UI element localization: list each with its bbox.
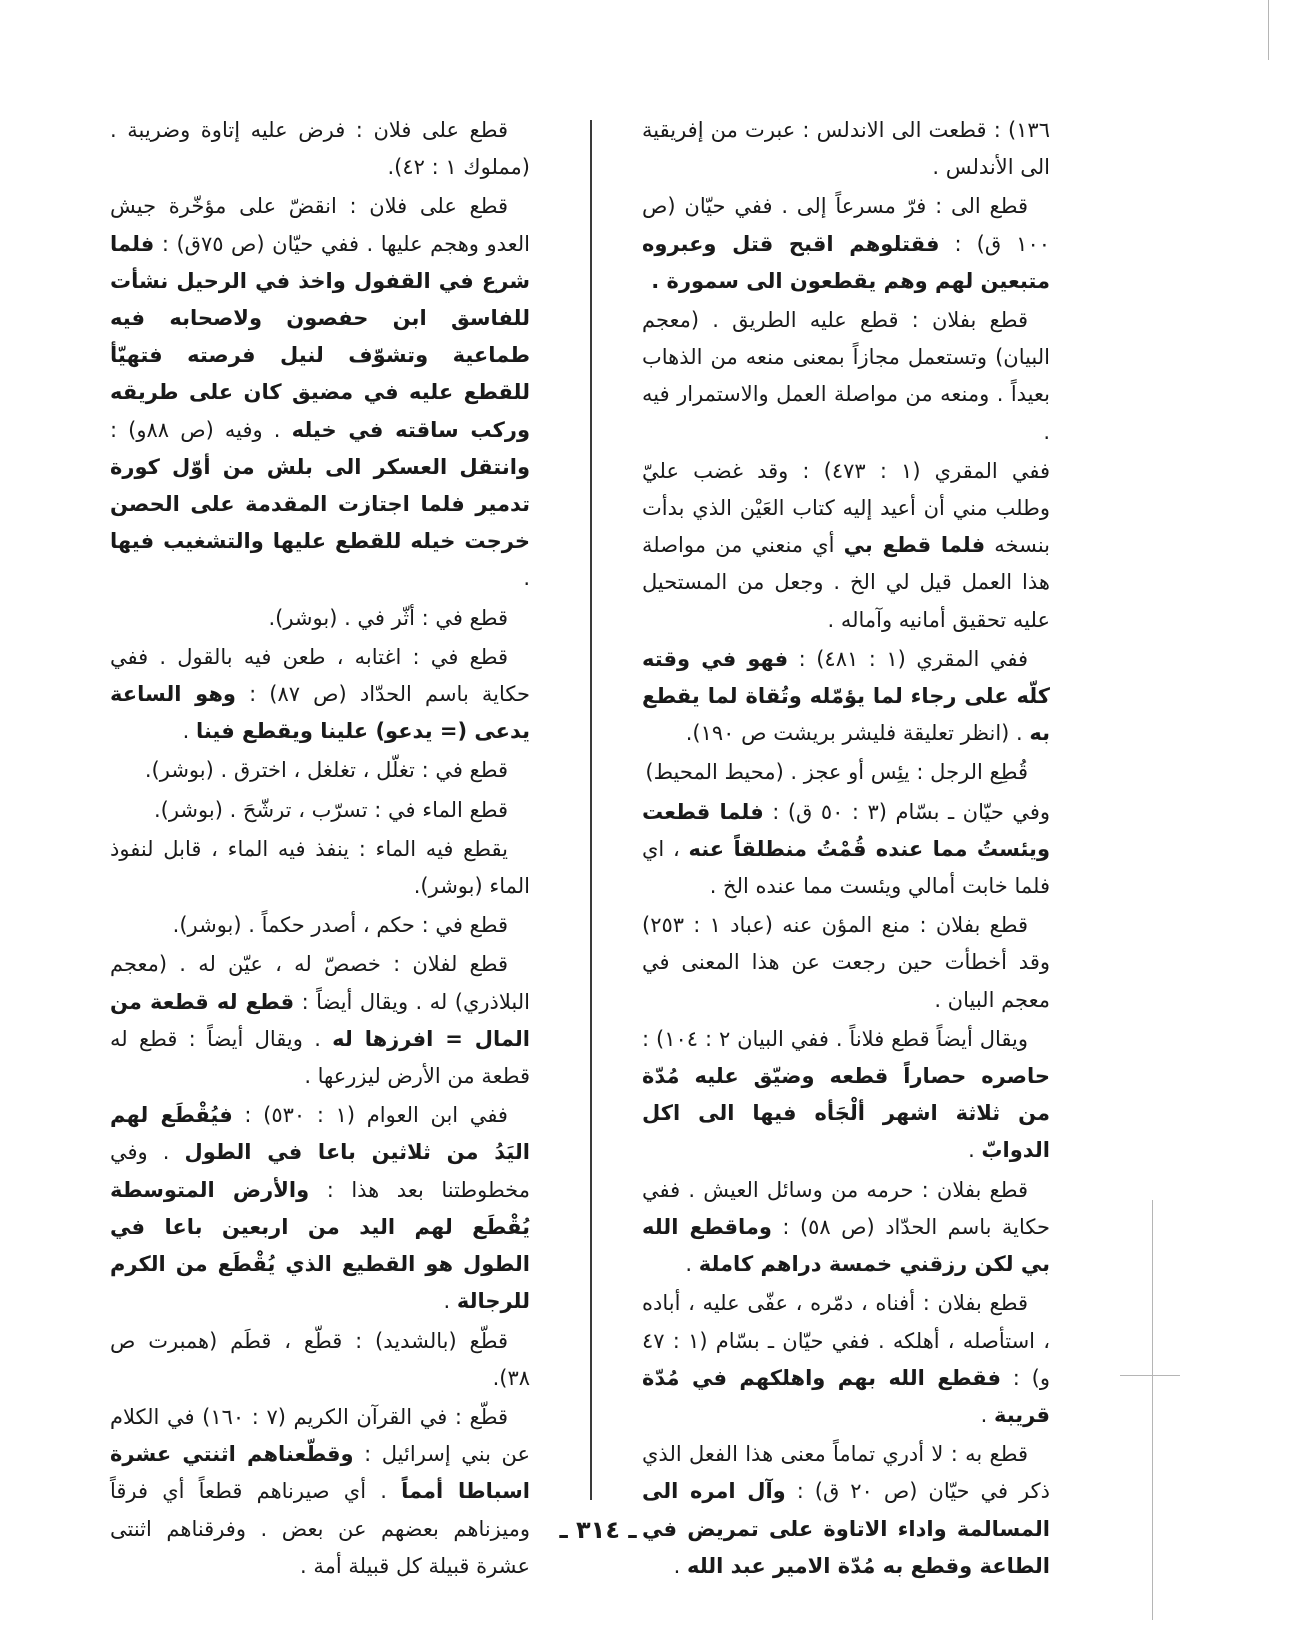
body-text: قطّع (بالشديد) : قطّع ، قطَم (همبرت ص ٣٨). — [110, 1328, 530, 1390]
body-text: قطع به : لا أدري تماماً معنى هذا الفعل الذي ذكر في حيّان (ص ٢٠ ق) : — [642, 1442, 1050, 1504]
body-text: وفي حيّان ـ بسّام (٣ : ٥٠ ق) : — [763, 799, 1050, 824]
paragraph — [110, 907, 530, 944]
paragraph — [110, 112, 530, 186]
paragraph — [642, 754, 1050, 791]
body-text: . أي صيرناهم قطعاً أي فرقاً وميزناهم بعضهم عن بعض . وفرقناهم اثنتى عشرة قبيلة كل قبيلة أمة . — [110, 1479, 530, 1578]
quoted-text: فلما شرع في القفول واخذ في الرحيل نشأت للفاسق ابن حفصون ولاصحابه فيه طماعية وتشوّف لنيل فرصته فتهيّأ للقطع عليه في مضيق كان على طريقه وركب ساقته في خيله — [110, 231, 531, 442]
paragraph — [642, 1436, 1050, 1585]
body-text: . ويقال أيضاً : قطع له قطعة من الأرض ليزرعها . — [110, 1026, 530, 1089]
body-text: قطع على فلان : فرض عليه إتاوة وضريبة . (مملوك ١ : ٤٢). — [110, 118, 530, 180]
quoted-text: فلما قطعت ويئستُ مما عنده قُمْتُ منطلقاً عنه — [642, 799, 1050, 861]
body-text: قطع في : اغتابه ، طعن فيه بالقول . ففي حكاية باسم الحدّاد (ص ٨٧) : — [110, 644, 530, 707]
body-text: . — [685, 1252, 699, 1277]
body-text: قطع في : أثّر في . (بوشر). — [268, 605, 508, 630]
paragraph — [110, 831, 530, 905]
paragraph — [110, 188, 530, 597]
paragraph — [642, 794, 1050, 906]
body-text: قطع الماء في : تسرّب ، ترشّحَ . (بوشر). — [153, 797, 508, 822]
body-text: . — [443, 1289, 457, 1314]
body-text: . (انظر تعليقة فليشر بريشت ص ١٩٠). — [685, 721, 1030, 746]
paragraph — [642, 907, 1050, 1019]
quoted-text: وهو الساعة يدعى (= يدعو) علينا ويقطع فينا — [110, 682, 530, 744]
paragraph — [110, 946, 530, 1095]
paragraph — [642, 188, 1050, 300]
body-text: قطّع : في القرآن الكريم (٧ : ١٦٠) في الكلام عن بني إسرائيل : — [110, 1404, 530, 1467]
quoted-text: وقطّعناهم اثنتي عشرة اسباطا أمماً — [110, 1442, 530, 1504]
body-text: قطع في : حكم ، أصدر حكماً . (بوشر). — [172, 913, 508, 938]
body-text: . وفي مخطوطتنا بعد هذا : — [110, 1140, 530, 1202]
body-text: ففي ابن العوام (١ : ٥٣٠) : — [232, 1103, 508, 1128]
body-text: قطع بفلان : منع المؤن عنه (عباد ١ : ٢٥٣) وقد أخطأت حين رجعت عن هذا المعنى في معجم البيان . — [642, 913, 1050, 1012]
body-text: قُطِع الرجل : يئِس أو عجز . (محيط المحيط) — [645, 760, 1028, 785]
body-text: يقطع فيه الماء : ينفذ فيه الماء ، قابل لنفوذ الماء (بوشر). — [110, 836, 530, 899]
body-text: . — [968, 1138, 982, 1163]
paragraph — [642, 1021, 1050, 1170]
quoted-text: وماقطع الله بي لكن رزقني خمسة دراهم كاملة — [642, 1214, 1050, 1277]
scan-edge-mark — [1120, 1375, 1180, 1376]
body-text: ويقال أيضاً قطع فلاناً . ففي البيان ٢ : ١٠٤) : — [642, 1026, 1028, 1051]
column-divider — [590, 120, 592, 1500]
quoted-text: حاصره حصاراً قطعه وضيّق عليه مُدّة من ثلاثة اشهر ألْجَأه فيها الى اكل الدوابّ — [642, 1064, 1050, 1163]
quoted-text: وانتقل العسكر الى بلش من أوّل كورة تدمير فلما اجتازت المقدمة على الحصن خرجت خيله للقطع عليها والتشغيب فيها — [110, 454, 530, 554]
right-column — [642, 112, 1050, 1587]
paragraph — [110, 1097, 530, 1320]
body-text: قطع الى : فرّ مسرعاً إلى . ففي حيّان (ص ١٠٠ ق) : — [642, 194, 1051, 256]
paragraph — [642, 302, 1050, 451]
body-text: . — [980, 1402, 994, 1427]
paragraph — [110, 792, 530, 829]
paragraph — [110, 1323, 530, 1397]
body-text: قطع في : تغلّل ، تغلغل ، اخترق . (بوشر). — [144, 758, 508, 783]
scan-edge-mark — [1152, 1200, 1153, 1620]
body-text: ، اي فلما خابت أمالي ويئست مما عنده الخ . — [642, 836, 1050, 899]
scan-edge-mark — [1268, 0, 1269, 60]
body-text: ففي المقري (١ : ٤٧٣) : وقد غضب عليّ وطلب مني أن أعيد إليه كتاب العَيْن الذي بدأت بنسخه — [642, 458, 1051, 558]
paragraph — [110, 752, 530, 789]
body-text: . — [182, 719, 196, 744]
body-text: قطع بفلان : قطع عليه الطريق . (معجم البيان) وتستعمل مجازاً بمعنى منعه من الذهاب بعيداً . ومنعه من مواصلة العمل والاستمرار فيه . — [642, 308, 1050, 444]
body-text: قطع لفلان : خصصّ له ، عيّن له . (معجم البلاذري) له . ويقال أيضاً : — [110, 952, 530, 1014]
quoted-text: وآل امره الى المسالمة واداء الاتاوة على تمريض في الطاعة وقطع به مُدّة الامير عبد الله — [642, 1479, 1050, 1578]
paragraph — [642, 453, 1050, 639]
paragraph — [642, 641, 1050, 753]
paragraph — [642, 1172, 1050, 1284]
page-number: ـ ٣١٤ ـ — [559, 1516, 637, 1544]
body-text: قطع على فلان : انقضّ على مؤخّرة جيش العدو وهجم عليها . ففي حيّان (ص ٧٥ق) : — [110, 194, 530, 256]
left-column — [110, 112, 530, 1587]
body-text: . — [673, 1553, 687, 1578]
quoted-text: فقتلوهم اقبح قتل وعبروه متبعين لهم وهم يقطعون الى سمورة . — [642, 231, 1050, 293]
paragraph — [110, 639, 530, 751]
paragraph — [110, 600, 530, 637]
body-text: أي منعني من مواصلة هذا العمل قيل لي الخ . وجعل من المستحيل عليه تحقيق أمانيه وآماله . — [642, 533, 1050, 632]
paragraph — [110, 1399, 530, 1585]
quoted-text: فلما قطع بي — [843, 533, 986, 558]
paragraph — [642, 1285, 1050, 1434]
body-text: ففي المقري (١ : ٤٨١) : — [788, 646, 1028, 671]
paragraph — [642, 112, 1050, 186]
quoted-text: والأرض المتوسطة يُقْطَع لهم اليد من اربعين باعا في الطول هو القطيع الذي يُقْطَع من الكرم للرجالة — [110, 1177, 530, 1314]
body-text: قطع بفلان : أفناه ، دمّره ، عفّى عليه ، أباده ، استأصله ، أهلكه . ففي حيّان ـ بسّام (١ : ٤٧ و) : — [642, 1291, 1050, 1390]
body-text: قطع بفلان : حرمه من وسائل العيش . ففي حكاية باسم الحدّاد (ص ٥٨) : — [642, 1177, 1050, 1239]
body-text: . — [523, 566, 530, 591]
quoted-text: قطع له قطعة من المال = افرزها له — [110, 989, 530, 1051]
quoted-text: فهو في وقته كلّه على رجاء لما يؤمّله وتُقاة لما يقطع به — [642, 646, 1050, 746]
quoted-text: فيُقْطَع لهم اليَدُ من ثلاثين باعا في الطول — [110, 1103, 530, 1165]
body-text: ١٣٦) : قطعت الى الاندلس : عبرت من إفريقية الى الأندلس . — [642, 118, 1050, 180]
body-text: . وفيه (ص ٨٨و) : — [110, 417, 292, 442]
quoted-text: فقطع الله بهم واهلكهم في مُدّة قريبة — [642, 1365, 1050, 1427]
